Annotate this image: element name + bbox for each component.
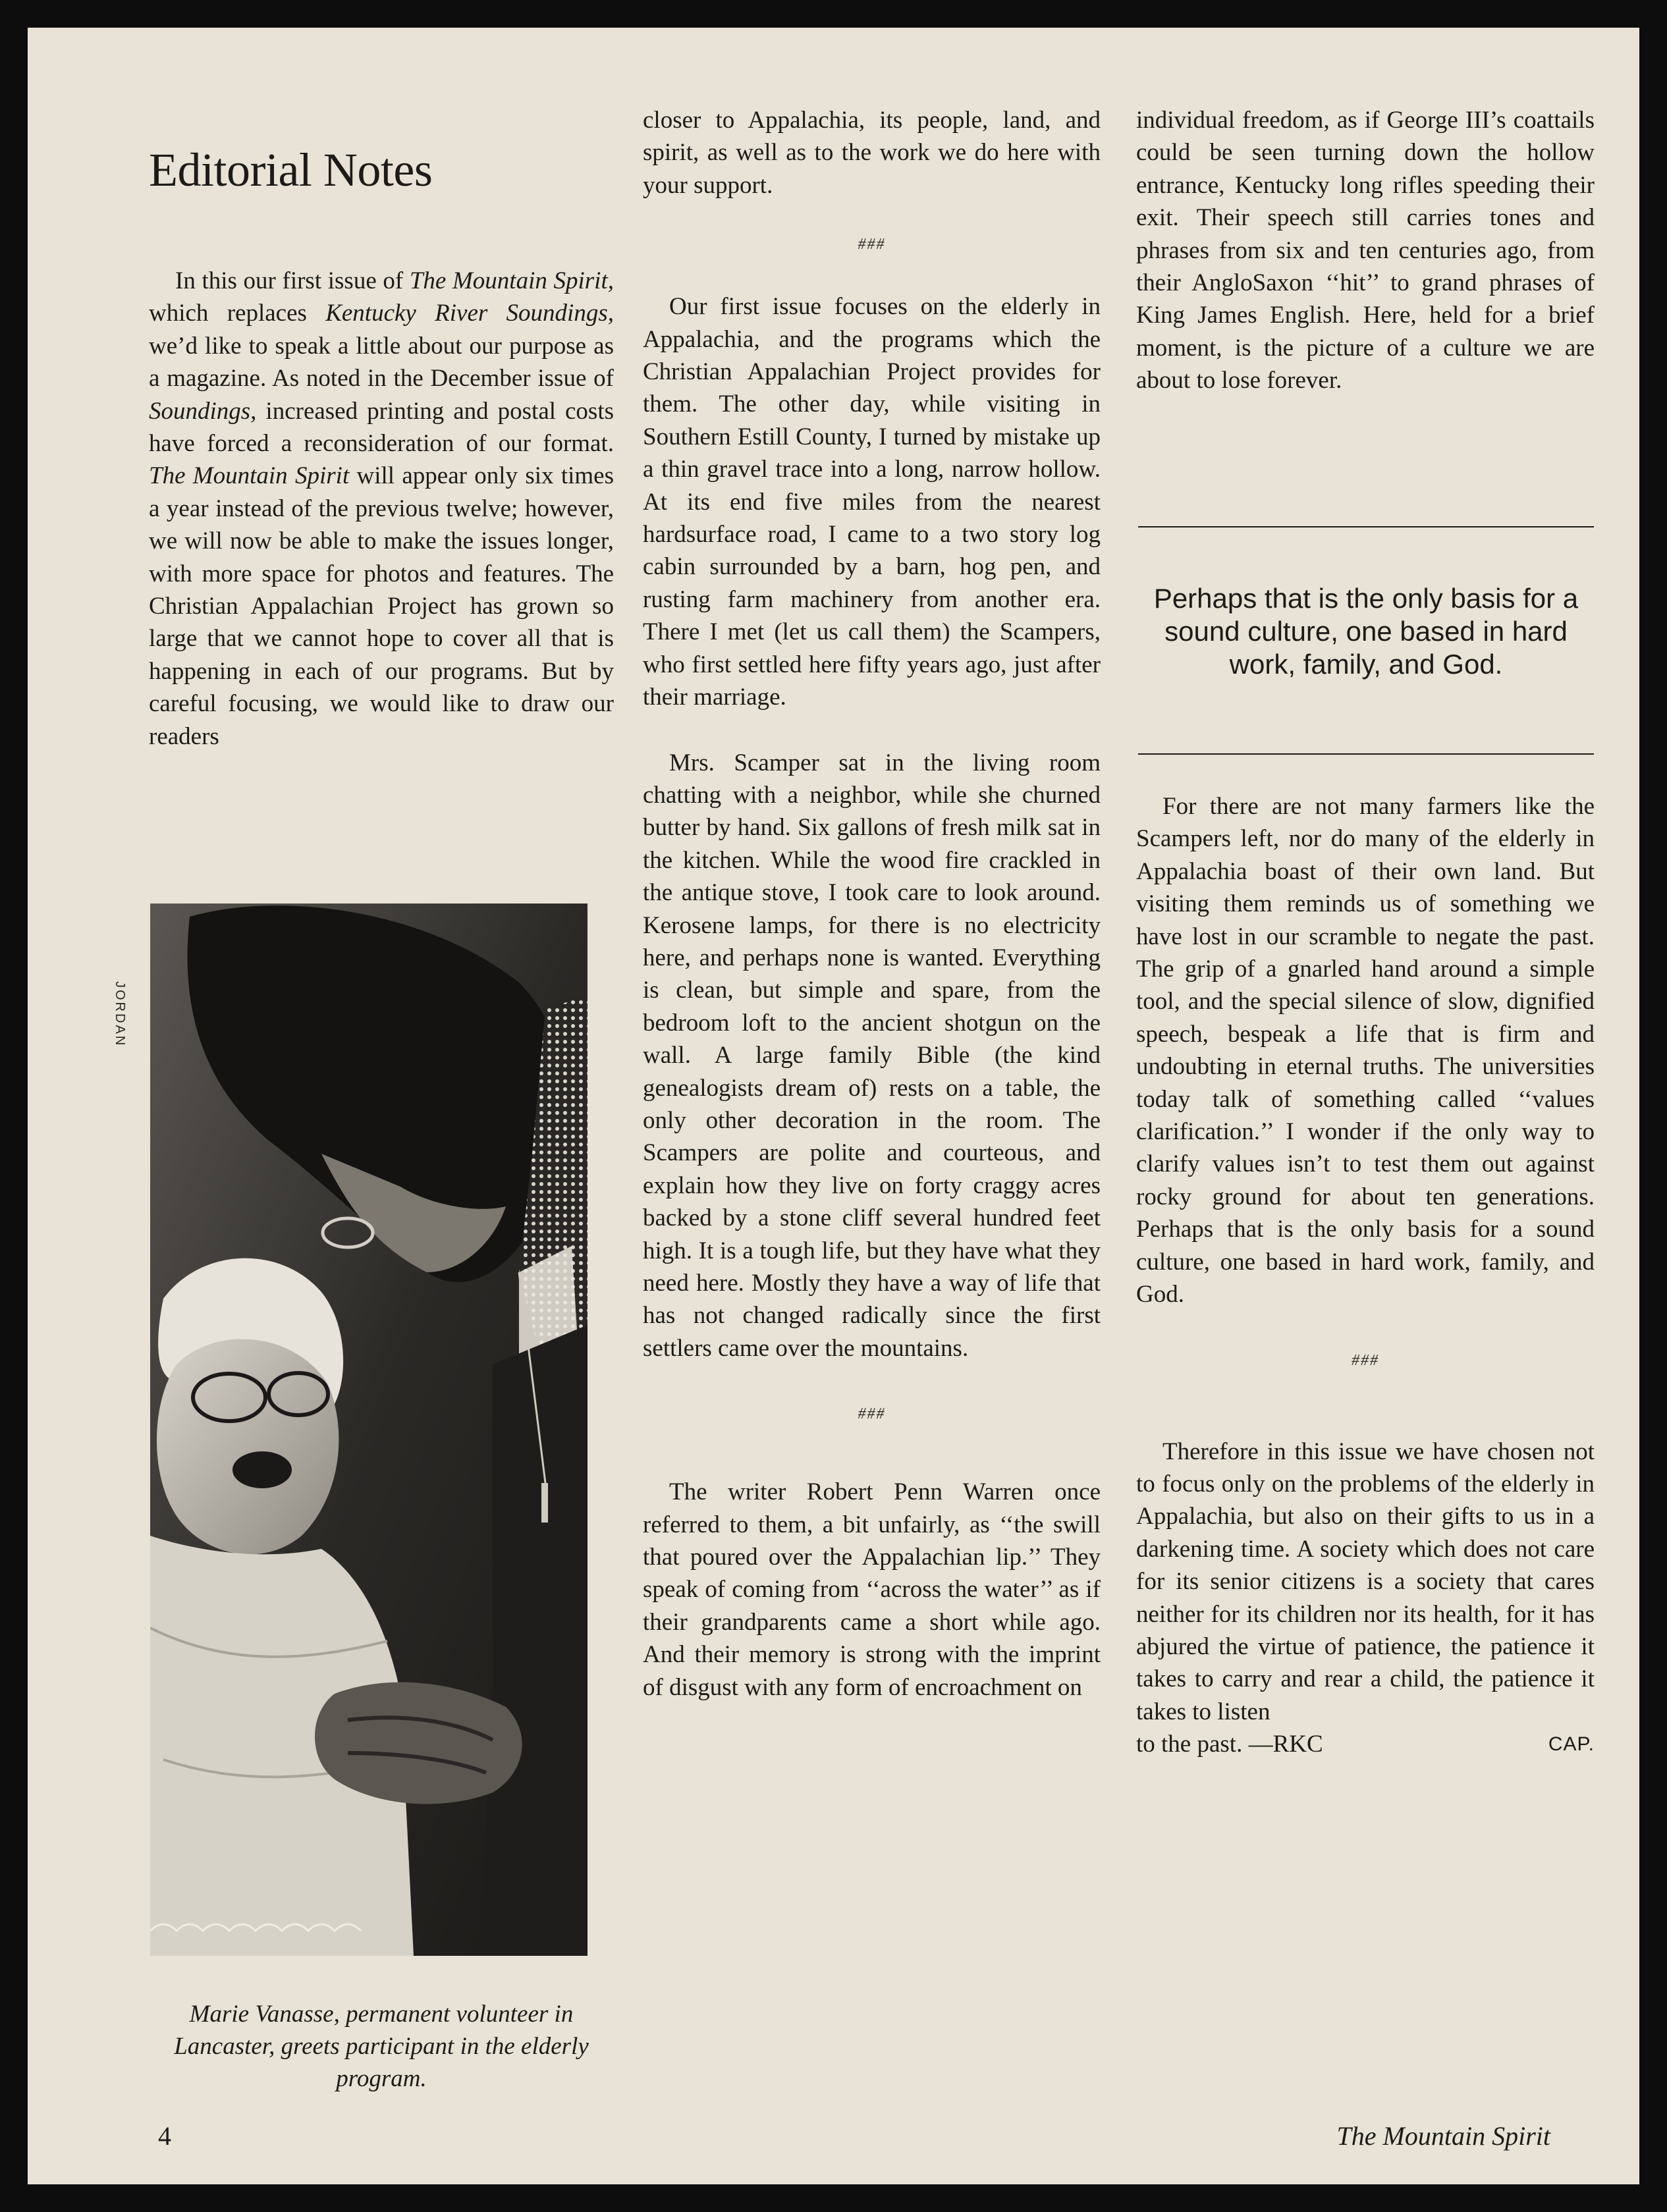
pull-quote-rule-bottom <box>1138 753 1594 755</box>
photo-elderly-greeting <box>150 904 588 1956</box>
column-3 <box>1136 104 1595 397</box>
col2-paragraph-1: closer to Appalachia, its people, land, and spirit, as well as to the work we do here with your support. <box>643 107 1101 199</box>
signature-line <box>1136 1728 1595 1760</box>
magazine-page <box>28 28 1639 2184</box>
col3-paragraph-1: individual freedom, as if George III’s coattails could be seen turning down the hollow entrance, Kentucky long rifles speeding their exit. Their speech still carries tones and phrases from six and ten centuries ago, from their AngloSaxon ‘‘hit’’ to grand phrases of King James English. Here, held for a brief moment, is the picture of a culture we are about to lose forever. <box>1136 107 1595 394</box>
photo-illustration <box>150 904 588 1956</box>
section-separator: ### <box>1352 1351 1379 1369</box>
page-number: 4 <box>158 2121 171 2151</box>
signature: to the past. —RKC <box>1136 1731 1323 1758</box>
intro-paragraph: In this our first issue of The Mountain Spirit, which replaces Kentucky River Soundings, we’d like to speak a little about our purpose as a magazine. As noted in the December issue of Soundings, increased printing and postal costs have forced a reconsideration of our format. The Mountain Spirit will appear only six times a year instead of the previous twelve; however, we will now be able to make the issues longer, with more space for photos and features. The Christian Appalachian Project has grown so large that we cannot hope to cover all that is happening in each of our programs. But by careful focusing, we would like to draw our readers <box>149 267 614 750</box>
col2-paragraph-2: Our first issue focuses on the elderly in Appalachia, and the programs which the Christian Appalachian Project provides for them. The other day, while visiting in Southern Estill County, I turned by mistake up a thin gravel trace into a long, narrow hollow. At its end five miles from the nearest hardsurface road, I came to a two story log cabin surrounded by a barn, hog pen, and rusting farm machinery from another era. There I met (let us call them) the Scampers, who first settled here fifty years ago, just after their marriage. <box>643 293 1101 711</box>
col2-paragraph-3: Mrs. Scamper sat in the living room chatting with a neighbor, while she churned butter by hand. Six gallons of fresh milk sat in the kitchen. While the wood fire crackled in the antique stove, I took care to look around. Kerosene lamps, for there is no electricity here, and perhaps none is wanted. Everything is clean, but simple and spare, from the bedroom loft to the ancient shotgun on the wall. A large family Bible (the kind genealogists dream of) rests on a table, the only other decoration in the room. The Scampers are polite and courteous, and explain how they live on forty craggy acres backed by a stone cliff several hundred feet high. It is a tough life, but they have what they need here. Mostly they have a way of life that has not changed radically since the first settlers came over the mountains. <box>643 749 1101 1362</box>
col2-paragraph-4: The writer Robert Penn Warren once referred to them, a bit unfairly, as ‘‘the swill that poured over the Appalachian lip.’’ They speak of coming from ‘‘across the water’’ as if their grandparents came a short while ago. And their memory is strong with the imprint of disgust with any form of encroachment on <box>643 1478 1101 1701</box>
pull-quote-rule-top <box>1138 526 1594 527</box>
page-title: Editorial Notes <box>149 144 433 196</box>
photo-caption: Marie Vanasse, permanent volunteer in Lancaster, greets participant in the elderly program. <box>174 2001 589 2092</box>
pull-quote: Perhaps that is the only basis for a sound culture, one based in hard work, family, and God. <box>1153 583 1579 680</box>
column-3-lower <box>1136 790 1595 1761</box>
publication-name: The Mountain Spirit <box>1336 2121 1550 2151</box>
section-separator: ### <box>858 236 886 254</box>
section-separator: ### <box>858 1405 886 1423</box>
cap-mark: CAP. <box>1548 1733 1595 1756</box>
column-2 <box>643 104 1101 1704</box>
photo-credit: JORDAN <box>113 981 127 1048</box>
col3-paragraph-3: Therefore in this issue we have chosen not to focus only on the problems of the elderly in Appalachia, but also on their gifts to us in a darkening time. A society which does not care for its senior citizens is a society that cares neither for its children nor its health, for it has abjured the virtue of patience, the patience it takes to carry and rear a child, the patience it takes to listen <box>1136 1438 1595 1725</box>
col3-paragraph-2: For there are not many farmers like the Scampers left, nor do many of the elderly in Appalachia boast of their own land. But visiting them reminds us of something we have lost in our scramble to negate the past. The grip of a gnarled hand around a simple tool, and the special silence of slow, dignified speech, bespeak a life that is firm and undoubting in eternal truths. The universities today talk of something called ‘‘values clarification.’’ I wonder if the only way to clarify values isn’t to test them out against rocky ground for about ten generations. Perhaps that is the only basis for a sound culture, one based in hard work, family, and God. <box>1136 793 1595 1308</box>
